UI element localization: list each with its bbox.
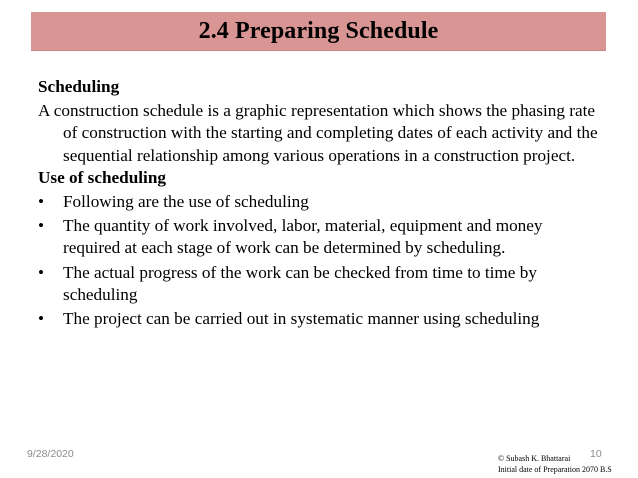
bullet-icon: • xyxy=(38,192,45,212)
bullet-icon: • xyxy=(38,262,45,282)
slide-title: 2.4 Preparing Schedule xyxy=(198,17,439,44)
list-item xyxy=(38,308,598,330)
bullet-icon: • xyxy=(38,309,45,329)
footer-date: 9/28/2020 xyxy=(27,448,74,460)
bullet-list xyxy=(38,191,598,330)
section-heading-use-of-scheduling: Use of scheduling xyxy=(38,167,166,187)
bullet-icon: • xyxy=(38,216,45,236)
title-bar xyxy=(31,12,606,51)
page-number: 10 xyxy=(590,448,602,460)
credit-preparation-date: Initial date of Preparation 2070 B.S xyxy=(498,464,612,474)
bullet-text: The actual progress of the work can be checked from time to time by scheduling xyxy=(63,262,537,304)
bullet-text: The quantity of work involved, labor, material, equipment and money required at each stage of work can be determined by scheduling. xyxy=(63,216,543,258)
bullet-text: The project can be carried out in systematic manner using scheduling xyxy=(63,309,540,329)
section-heading-scheduling: Scheduling xyxy=(38,77,120,96)
list-item xyxy=(38,262,598,306)
list-item xyxy=(38,215,598,259)
scheduling-definition: A construction schedule is a graphic representation which shows the phasing rate of construction with the starting and completing dates of each activity and the sequential relationship among various operations in a construction project. xyxy=(38,101,598,165)
footer-credit xyxy=(498,454,612,475)
list-item xyxy=(38,191,598,213)
slide-body xyxy=(38,76,598,330)
credit-author: © Subash K. Bhattarai xyxy=(498,454,571,463)
bullet-text: Following are the use of scheduling xyxy=(63,192,309,212)
